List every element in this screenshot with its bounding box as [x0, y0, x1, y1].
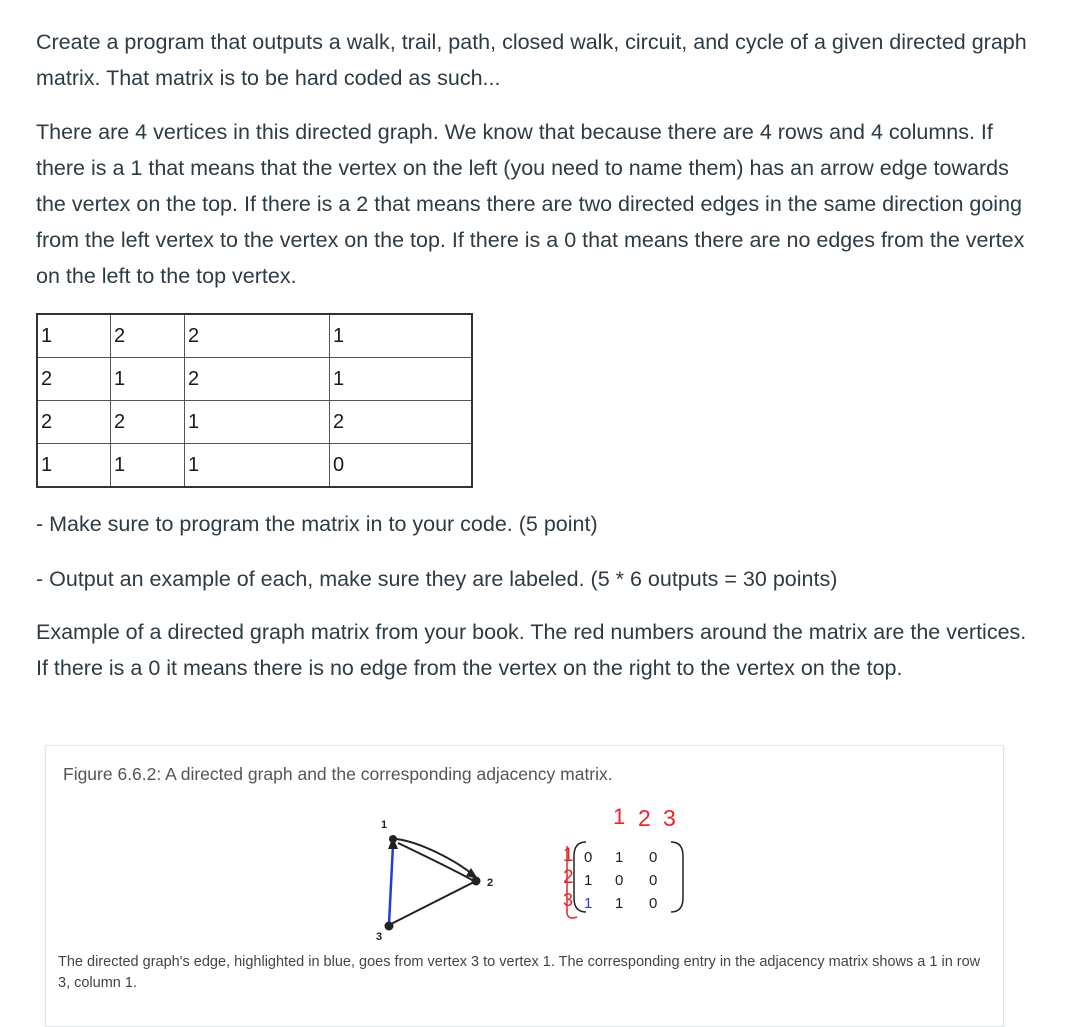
- matrix-cell: 2: [330, 401, 473, 444]
- matrix-cell: 2: [185, 358, 330, 401]
- hand-row-label-1: 1: [563, 845, 574, 866]
- matrix-entry-r3c1: 1: [584, 895, 593, 912]
- adjacency-matrix-figure: [563, 804, 683, 918]
- matrix-cell: 2: [111, 401, 185, 444]
- vertex-label-3: 3: [376, 931, 383, 943]
- matrix-cell: 2: [37, 358, 111, 401]
- edge-2-to-3: [391, 882, 474, 924]
- matrix-cell: 1: [330, 314, 473, 358]
- matrix-row: [37, 444, 472, 488]
- vertex-2: [472, 877, 481, 886]
- graph-matrix-table: [36, 313, 473, 488]
- vertex-3: [385, 922, 394, 931]
- figure-description: The directed graph's edge, highlighted in blue, goes from vertex 3 to vertex 1. The corresponding entry in the adjacency matrix shows a 1 in row 3, column 1.: [58, 954, 981, 991]
- matrix-cell: 2: [37, 401, 111, 444]
- figure-caption: Figure 6.6.2: A directed graph and the corresponding adjacency matrix.: [63, 764, 613, 784]
- requirement-outputs: - Output an example of each, make sure they are labeled. (5 * 6 outputs = 30 points): [36, 567, 838, 591]
- requirement-matrix-code: - Make sure to program the matrix in to your code. (5 point): [36, 512, 598, 536]
- matrix-cell: 0: [330, 444, 473, 488]
- matrix-row: [37, 401, 472, 444]
- hand-row-label-3: 3: [563, 890, 574, 910]
- example-paragraph: Example of a directed graph matrix from your book. The red numbers around the matrix are the vertices. If there is a 0 it means there is no edge from the vertex on the right to the vertex on the top.: [36, 620, 1027, 680]
- matrix-cell: 1: [37, 444, 111, 488]
- edge-3-to-1-highlighted: [389, 845, 393, 924]
- explanation-paragraph: There are 4 vertices in this directed graph. We know that because there are 4 rows and 4 columns. If there is a 1 that means that the vertex on the left (you need to name them) has an arrow edge towards the vertex on the top. If there is a 2 that means there are two directed edges in the same direction going from the left vertex to the vertex on the top. If there is a 0 that means there are no edges from the vertex on the left to the top vertex.: [36, 120, 1025, 288]
- directed-graph: [376, 819, 493, 943]
- matrix-cell: 1: [185, 444, 330, 488]
- matrix-cell: 1: [111, 444, 185, 488]
- matrix-cell: 2: [185, 314, 330, 358]
- matrix-entry-r1c1: 0: [584, 849, 593, 866]
- matrix-row: [37, 314, 472, 358]
- matrix-entry-r2c1: 1: [584, 872, 593, 889]
- matrix-cell: 1: [37, 314, 111, 358]
- matrix-entry-r3c2: 1: [615, 895, 624, 912]
- matrix-right-paren: [671, 842, 683, 912]
- intro-paragraph: Create a program that outputs a walk, trail, path, closed walk, circuit, and cycle of a given directed graph matrix. That matrix is to be hard coded as such...: [36, 30, 1027, 90]
- matrix-cell: 1: [185, 401, 330, 444]
- matrix-row: [37, 358, 472, 401]
- matrix-cell: 1: [111, 358, 185, 401]
- matrix-cell: 2: [111, 314, 185, 358]
- figure-graphic: [46, 746, 1003, 951]
- hand-row-label-2: 2: [563, 867, 574, 888]
- edge-1-to-2: [396, 839, 472, 874]
- matrix-entry-r3c3: 0: [649, 895, 658, 912]
- matrix-entry-r1c3: 0: [649, 849, 658, 866]
- matrix-entry-r1c2: 1: [615, 849, 624, 866]
- figure-panel: [45, 745, 1004, 1027]
- matrix-entry-r2c2: 0: [615, 872, 624, 889]
- matrix-entry-r2c3: 0: [649, 872, 658, 889]
- hand-col-label-1: 1: [613, 804, 626, 829]
- vertex-1: [389, 835, 397, 843]
- vertex-label-1: 1: [381, 819, 388, 831]
- matrix-cell: 1: [330, 358, 473, 401]
- edge-2-to-1: [398, 843, 474, 881]
- hand-col-label-3: 3: [663, 805, 676, 831]
- hand-col-label-2: 2: [638, 805, 651, 831]
- vertex-label-2: 2: [487, 877, 494, 889]
